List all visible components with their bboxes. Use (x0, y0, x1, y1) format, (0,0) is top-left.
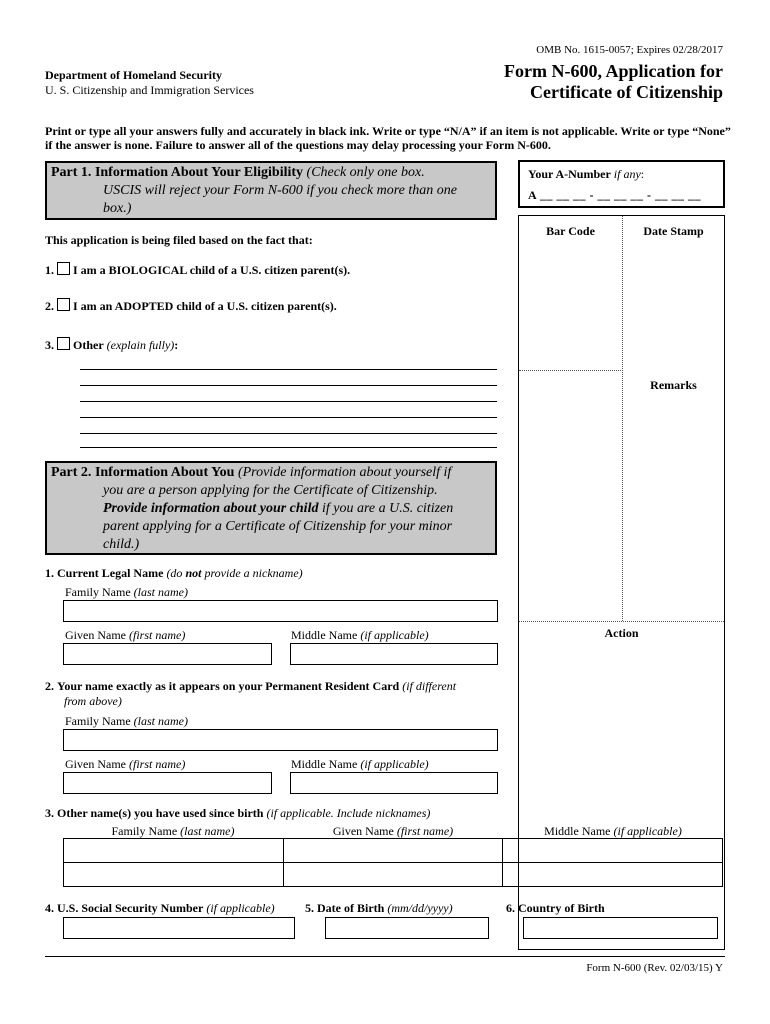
option-1: 1. I am a BIOLOGICAL child of a U.S. citizen parent(s). (45, 263, 351, 277)
a-number-hint: if any (613, 167, 641, 181)
part1-heading: Information About Your Eligibility (94, 165, 304, 180)
other-given-name-2[interactable] (283, 863, 503, 887)
q5-label: 5. Date of Birth (mm/dd/yyyy) (305, 901, 453, 915)
table-row (64, 839, 723, 863)
table-row (64, 863, 723, 887)
q2-middle-name-input[interactable] (290, 772, 498, 794)
option-2: 2. I am an ADOPTED child of a U.S. citizen parent(s). (45, 299, 337, 313)
subagency-name: U. S. Citizenship and Immigration Services (45, 83, 254, 97)
q2-given-label: Given Name (first name) (65, 757, 186, 771)
date-of-birth-input[interactable] (325, 917, 489, 939)
date-stamp-label: Date Stamp (643, 224, 704, 238)
other-middle-name-1[interactable] (503, 839, 723, 863)
q1-family-name-input[interactable] (63, 600, 498, 622)
country-of-birth-input[interactable] (523, 917, 718, 939)
action-label: Action (604, 626, 639, 640)
a-number-label: Your A-Number (528, 167, 611, 181)
part2-title: Part 2. (51, 465, 92, 480)
ssn-input[interactable] (63, 917, 295, 939)
q6-label: 6. Country of Birth (506, 901, 605, 915)
q2-given-name-input[interactable] (63, 772, 272, 794)
q1-given-name-input[interactable] (63, 643, 272, 665)
footer-rule (45, 956, 725, 957)
form-title-line2: Certificate of Citizenship (530, 82, 723, 102)
part1-note-3: box.) (103, 201, 132, 216)
part1-header (45, 161, 497, 220)
a-number-box: Your A-Number if any: A __ __ __ - __ __ __ - __ __ __ (518, 160, 725, 208)
option-3: 3. Other (explain fully): (45, 338, 179, 352)
agency-name: Department of Homeland Security (45, 68, 222, 82)
other-names-table (63, 838, 723, 887)
option-1-label: I am a BIOLOGICAL child of a U.S. citizen parent(s). (73, 263, 351, 277)
other-explanation-lines[interactable] (80, 357, 497, 447)
remarks-label: Remarks (650, 378, 697, 392)
option-2-label: I am an ADOPTED child of a U.S. citizen parent(s). (73, 299, 337, 313)
q3-label: 3. Other name(s) you have used since birth (if applicable. Include nicknames) (45, 806, 431, 820)
other-family-name-1[interactable] (64, 839, 284, 863)
form-title (504, 61, 723, 103)
a-number-input[interactable]: A __ __ __ - __ __ __ - __ __ __ (528, 188, 701, 202)
q1-given-label: Given Name (first name) (65, 628, 186, 642)
part2-header: Part 2. Information About You (Provide information about yourself if you are a person applying for the Certificate of Citizenship. Provide information about your child if you are a U.S. citizen parent applying for a Certificate of Citizenship for your minor child.) (45, 461, 497, 555)
adopted-checkbox[interactable] (57, 298, 70, 311)
part1-note-1: (Check only one box. (306, 165, 425, 180)
part2-heading: Information About You (94, 465, 235, 480)
footer-form-rev: Form N-600 (Rev. 02/03/15) Y (586, 962, 723, 974)
q2-middle-label: Middle Name (if applicable) (291, 757, 429, 771)
other-given-name-1[interactable] (283, 839, 503, 863)
part1-note-2: USCIS will reject your Form N-600 if you check more than one (103, 183, 457, 198)
instructions: Print or type all your answers fully and accurately in black ink. Write or type “N/A” if an item is not applicable. Write or type “None” if the answer is none. Failure to answer all of the questions may delay processing your Form N-600. (45, 124, 731, 152)
basis-statement: This application is being filed based on the fact that: (45, 233, 313, 247)
q1-middle-name-input[interactable] (290, 643, 498, 665)
omb-number: OMB No. 1615-0057; Expires 02/28/2017 (536, 44, 723, 56)
q1-middle-label: Middle Name (if applicable) (291, 628, 429, 642)
other-family-name-2[interactable] (64, 863, 284, 887)
bar-code-label: Bar Code (546, 224, 595, 238)
option-3-label: Other (73, 338, 104, 352)
q1-family-label: Family Name (last name) (65, 585, 188, 599)
q3-col-given: Given Name (first name) (332, 824, 454, 838)
q2-family-name-input[interactable] (63, 729, 498, 751)
q4-label: 4. U.S. Social Security Number (if applicable) (45, 901, 275, 915)
q3-col-family: Family Name (last name) (111, 824, 235, 838)
q2-label: 2. Your name exactly as it appears on your Permanent Resident Card (if different from above) (45, 679, 457, 708)
other-middle-name-2[interactable] (503, 863, 723, 887)
q3-col-middle: Middle Name (if applicable) (544, 824, 682, 838)
biological-checkbox[interactable] (57, 262, 70, 275)
form-title-line1: Form N-600, Application for (504, 61, 723, 81)
part1-title: Part 1. (51, 165, 92, 180)
other-checkbox[interactable] (57, 337, 70, 350)
q1-label: 1. Current Legal Name (do not provide a nickname) (45, 566, 303, 580)
q2-family-label: Family Name (last name) (65, 714, 188, 728)
